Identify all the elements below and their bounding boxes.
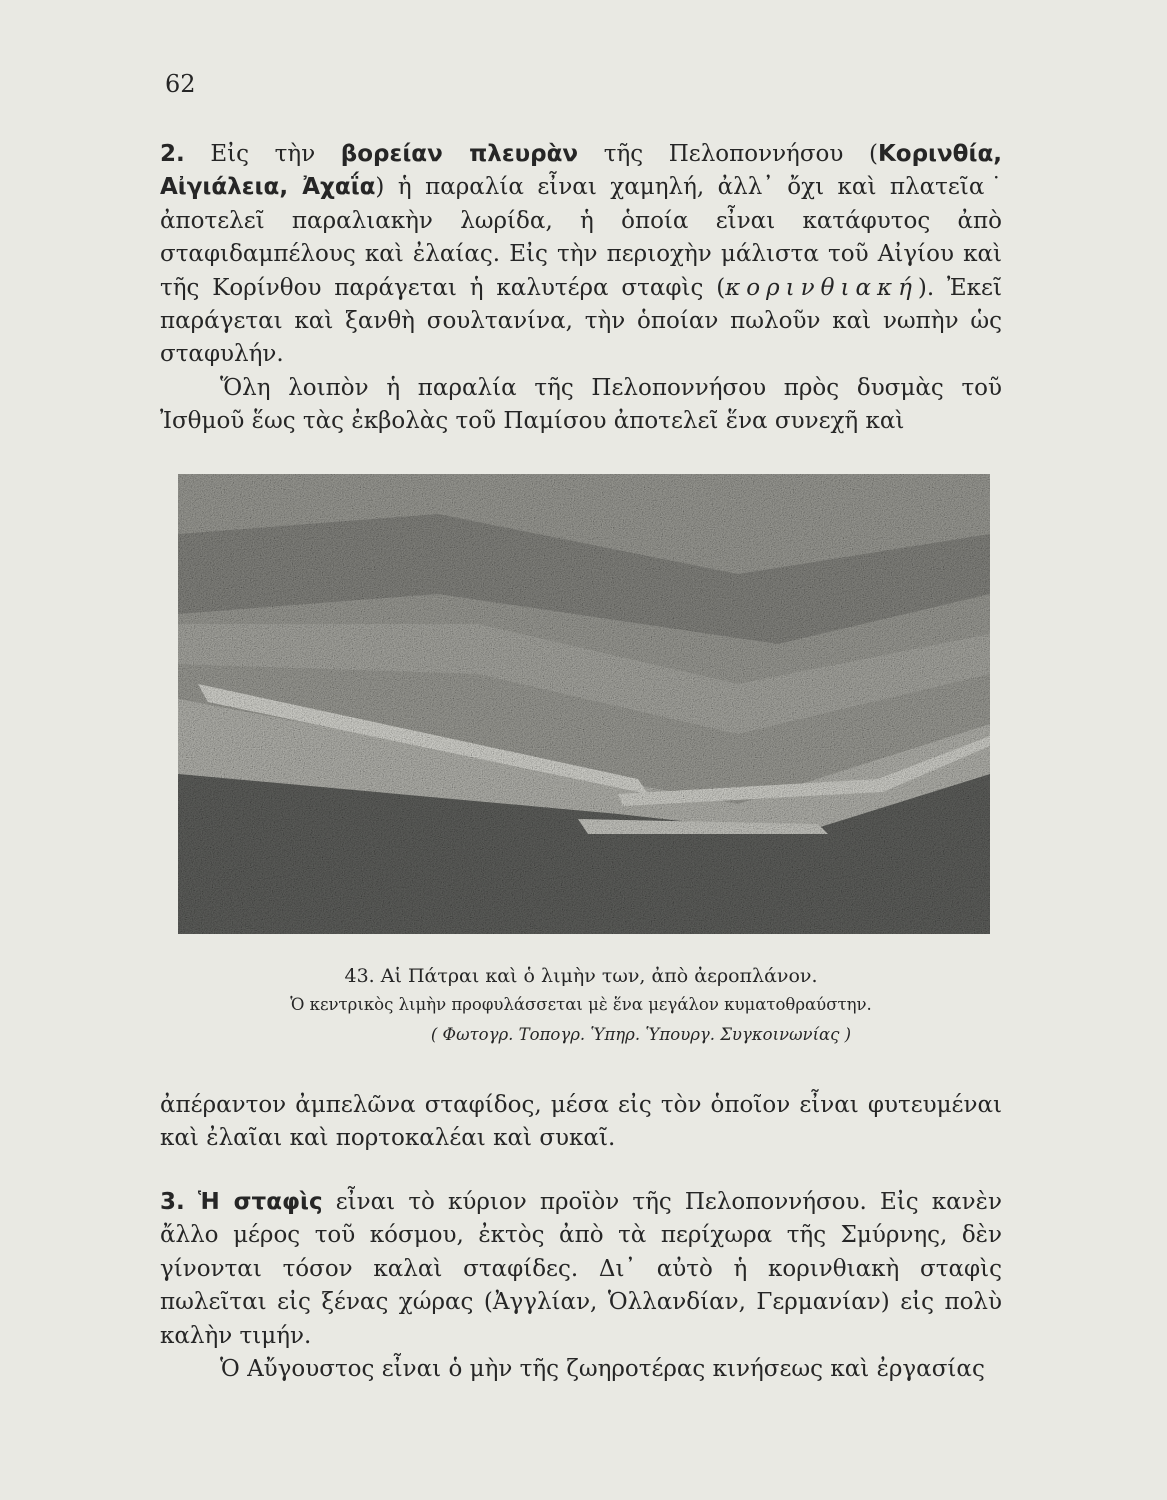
figure-caption-description: Ὁ κεντρικὸς λιμὴν προφυλάσσεται μὲ ἕνα μεγάλον κυματοθραύστην. [290, 995, 872, 1014]
aerial-photo [178, 474, 990, 934]
section-3-text [160, 1186, 1002, 1386]
text-run: τῆς Πελοποννήσου ( [603, 141, 878, 167]
section-3-paragraph-2: Ὁ Αὔγουστος εἶναι ὁ μὴν τῆς ζωηροτέρας κινήσεως καὶ ἐργασίας [220, 1356, 985, 1383]
page-number: 62 [165, 70, 196, 98]
emphasis-korinthiaki: κορινθιακή [725, 274, 918, 301]
section-2-paragraph-2: Ὅλη λοιπὸν ἡ παραλία τῆς Πελοποννήσου πρὸς δυσμὰς τοῦ Ἰσθμοῦ ἕως τὰς ἐκβολὰς τοῦ Παμίσου ἀποτελεῖ ἕνα συνεχῆ καὶ [160, 374, 1002, 435]
text-run: Εἰς τὴν [210, 141, 316, 167]
text-run: ). Ἐκεῖ παράγεται καὶ ξανθὴ σουλτανίνα, τὴν ὁποίαν πωλοῦν καὶ νωπὴν ὡς σταφυλήν. [160, 274, 1002, 368]
emphasis-raisin: Ἡ σταφὶς [197, 1189, 323, 1215]
figure-caption-title: 43. Αἱ Πάτραι καὶ ὁ λιμὴν των, ἀπὸ ἀεροπλάνον. [344, 965, 818, 987]
emphasis-northern-side: βορείαν πλευρὰν [340, 141, 579, 167]
section-2-text [160, 138, 1002, 439]
section-2-paragraph-3: ἀπέραντον ἀμπελῶνα σταφίδος, μέσα εἰς τὸν ὁποῖον εἶναι φυτευμέναι καὶ ἐλαῖαι καὶ πορτοκαλέαι καὶ συκαῖ. [160, 1092, 1002, 1152]
section-number: 3. [160, 1189, 185, 1215]
text-run: εἶναι τὸ κύριον προϊὸν τῆς Πελοποννήσου. Εἰς κανὲν ἄλλο μέρος τοῦ κόσμου, ἐκτὸς ἀπὸ τὰ περίχωρα τῆς Σμύρνης, δὲν γίνονται τόσον καλαὶ σταφίδες. Δι᾽ αὐτὸ ἡ κορινθιακὴ σταφὶς πωλεῖται εἰς ξένας χώρας (Ἀγγλίαν, Ὁλλανδίαν, Γερμανίαν) εἰς πολὺ καλὴν τιμήν. [160, 1189, 1002, 1349]
section-2-continuation [160, 1089, 1002, 1156]
emphasis-regions: Κορινθία, Αἰγιάλεια, Ἀχαΐα [160, 141, 1002, 201]
section-number: 2. [160, 141, 185, 167]
section-2-paragraph-1 [160, 138, 1002, 372]
section-3-paragraph-1 [160, 1186, 1002, 1353]
text-run: ) ἡ παραλία εἶναι χαμηλή, ἀλλ᾽ ὄχι καὶ πλατεῖα˙ ἀποτελεῖ παραλιακὴν λωρίδα, ἡ ὁποία εἶναι κατάφυτος ἀπὸ σταφιδαμπέλους καὶ ἐλαίας. Εἰς τὴν περιοχὴν μάλιστα τοῦ Αἰγίου καὶ τῆς Κορίνθου παράγεται ἡ καλυτέρα σταφὶς ( [160, 174, 1002, 301]
figure-caption-credit: ( Φωτογρ. Τοπογρ. Ὑπηρ. Ὑπουργ. Συγκοινωνίας ) [430, 1025, 852, 1044]
aerial-photo-image [178, 474, 990, 934]
